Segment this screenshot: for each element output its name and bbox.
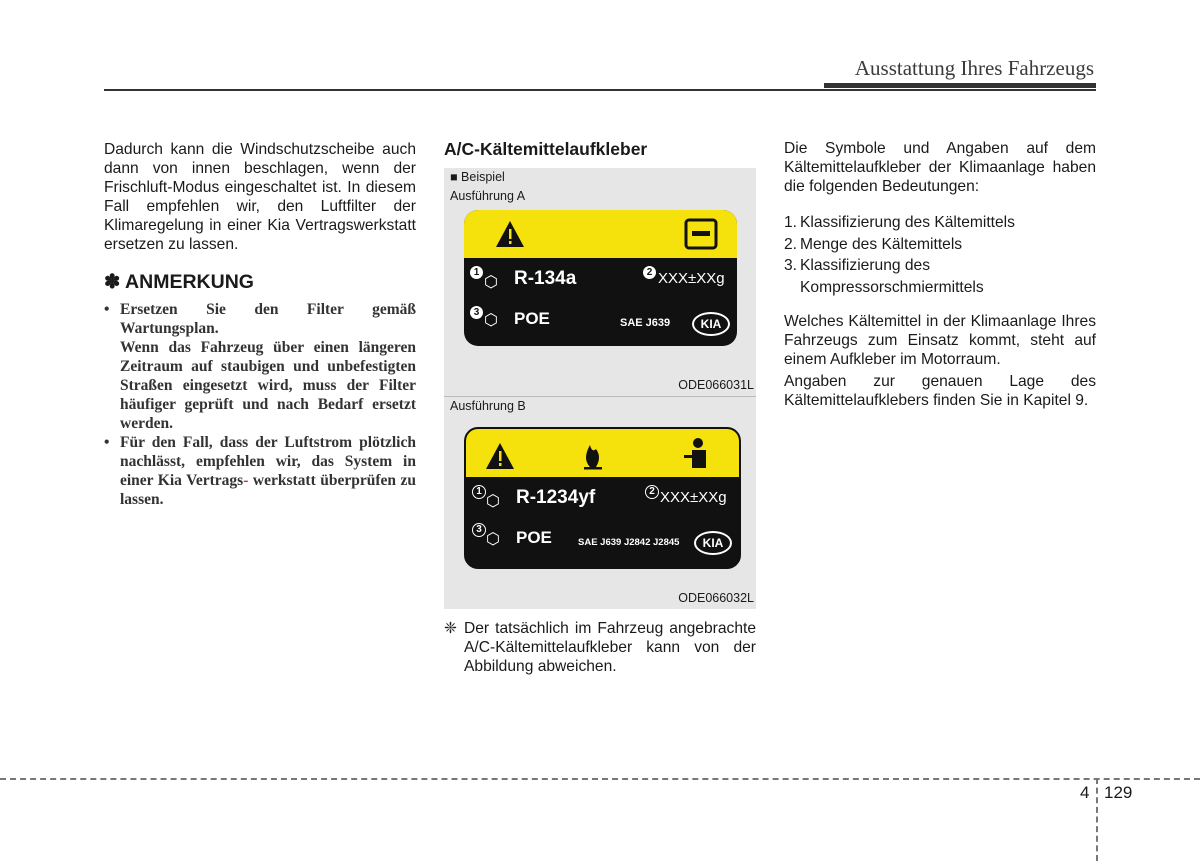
kia-logo: KIA — [692, 312, 730, 336]
header-accent-bar — [824, 83, 1096, 88]
footer-divider — [1096, 778, 1098, 861]
kia-logo: KIA — [694, 531, 732, 555]
section-title: A/C-Kältemittelaufkleber — [444, 139, 648, 159]
label-info-area — [464, 258, 737, 346]
figure-code-b: ODE066032L — [678, 591, 754, 605]
oil-type: POE — [516, 528, 552, 547]
figure-version-b — [444, 396, 756, 609]
note-heading: ✽ ANMERKUNG — [104, 271, 254, 293]
example-marker: ■ Beispiel — [450, 170, 505, 184]
list-item — [784, 234, 1096, 256]
list-number: 2. — [784, 235, 798, 253]
example-label: Beispiel — [461, 170, 505, 184]
figure-code-a: ODE066031L — [678, 378, 754, 392]
footnote-mark: ❈ — [444, 620, 458, 637]
figure-version-a — [444, 168, 756, 396]
list-number: 3. — [784, 257, 798, 274]
oil-icon: ⬡ — [484, 312, 498, 329]
paragraph: Angaben zur genauen Lage des Kältemittelaufklebers finden Sie in Kapitel 9. — [784, 373, 1096, 409]
meaning-list — [784, 212, 1096, 298]
footer-rule — [0, 778, 1200, 780]
meaning-intro: Die Symbole und Angaben auf dem Kältemittelaufkleber der Klimaanlage haben die folgenden Bedeutungen: — [784, 140, 1096, 195]
footnote — [444, 619, 756, 676]
note-item — [104, 433, 416, 509]
molecule-icon: ⬡ — [486, 493, 500, 510]
sae-standard: SAE J639 J2842 J2845 — [578, 537, 680, 548]
sae-standard: SAE J639 — [620, 317, 671, 329]
label-warning-band — [466, 429, 739, 477]
refrigerant-label-a — [464, 210, 737, 346]
technician-icon — [684, 438, 706, 468]
refrigerant-type: R-134a — [514, 268, 577, 289]
number-3-icon: 3 — [470, 306, 483, 319]
label-a-icons — [464, 210, 737, 258]
version-b-label: Ausführung B — [450, 399, 526, 413]
paragraph: Welches Kältemittel in der Klimaanlage Ihres Fahrzeugs zum Einsatz kommt, steht auf einem Aufkleber im Motorraum. — [784, 313, 1096, 368]
refrigerant-label-b — [464, 427, 741, 569]
note-item-text: werkstatt überprüfen zu lassen. — [120, 472, 417, 508]
molecule-icon: ⬡ — [484, 274, 498, 291]
refrigerant-type: R-1234yf — [516, 487, 596, 508]
label-b-icons — [466, 429, 739, 477]
footnote-text: Der tatsächlich im Fahrzeug angebrachte A/C-Kältemittelaufkleber kann von der Abbildung abweichen. — [464, 620, 756, 675]
page-number: 129 — [1104, 783, 1133, 802]
list-item-text: Klassifizierung des Kompressorschmiermittels — [800, 257, 984, 296]
bullet-icon: • — [104, 301, 110, 318]
note-item-text: Für den Fall, dass der Luftstrom plötzlich nachlässt, empfehlen wir, das System in einer Kia Vertrags — [120, 434, 416, 489]
list-item — [784, 212, 1096, 234]
page-header-title: Ausstattung Ihres Fahrzeugs — [854, 56, 1094, 80]
oil-icon: ⬡ — [486, 531, 500, 548]
flammable-icon — [584, 445, 602, 470]
note-item-text: Wenn das Fahrzeug über einen längeren Zeitraum auf staubigen und unbefestigten Straßen eingesetzt wird, muss der Filter häufiger geprüft und nach Bedarf ersetzt werden. — [120, 339, 416, 432]
bullet-icon: • — [104, 434, 110, 451]
middle-column — [444, 139, 756, 676]
number-1-icon: 1 — [470, 266, 483, 279]
label-warning-band — [464, 210, 737, 258]
left-column — [104, 140, 416, 509]
list-item-text: Klassifizierung des Kältemittels — [800, 214, 1015, 231]
oil-type: POE — [514, 309, 550, 328]
note-item — [104, 300, 416, 433]
label-info-area — [466, 477, 739, 565]
list-item — [784, 255, 1096, 298]
number-3-icon: 3 — [472, 523, 486, 537]
right-column — [784, 139, 1096, 410]
list-item-text: Menge des Kältemittels — [800, 235, 963, 253]
service-manual-icon — [686, 220, 716, 248]
chapter-number: 4 — [1080, 783, 1090, 802]
warning-triangle-icon — [486, 443, 514, 469]
number-2-icon: 2 — [643, 266, 656, 279]
version-a-label: Ausführung A — [450, 189, 526, 203]
refrigerant-amount: XXX±XXg — [660, 489, 727, 506]
number-1-icon: 1 — [472, 485, 486, 499]
note-item-text: Ersetzen Sie den Filter gemäß Wartungsplan. — [120, 301, 416, 337]
header-rule — [104, 89, 1096, 91]
hyphen: - — [243, 472, 249, 489]
note-list — [104, 300, 416, 509]
warning-triangle-icon — [496, 221, 524, 247]
refrigerant-amount: XXX±XXg — [658, 270, 725, 287]
number-2-icon: 2 — [645, 485, 659, 499]
intro-paragraph: Dadurch kann die Windschutzscheibe auch dann von innen beschlagen, wenn der Frischluft-Modus eingeschaltet ist. In diesem Fall empfehlen wir, den Luftfilter der Klimaregelung in einer Kia Vertragswerkstatt ersetzen zu lassen. — [104, 141, 416, 253]
list-number: 1. — [784, 214, 798, 231]
